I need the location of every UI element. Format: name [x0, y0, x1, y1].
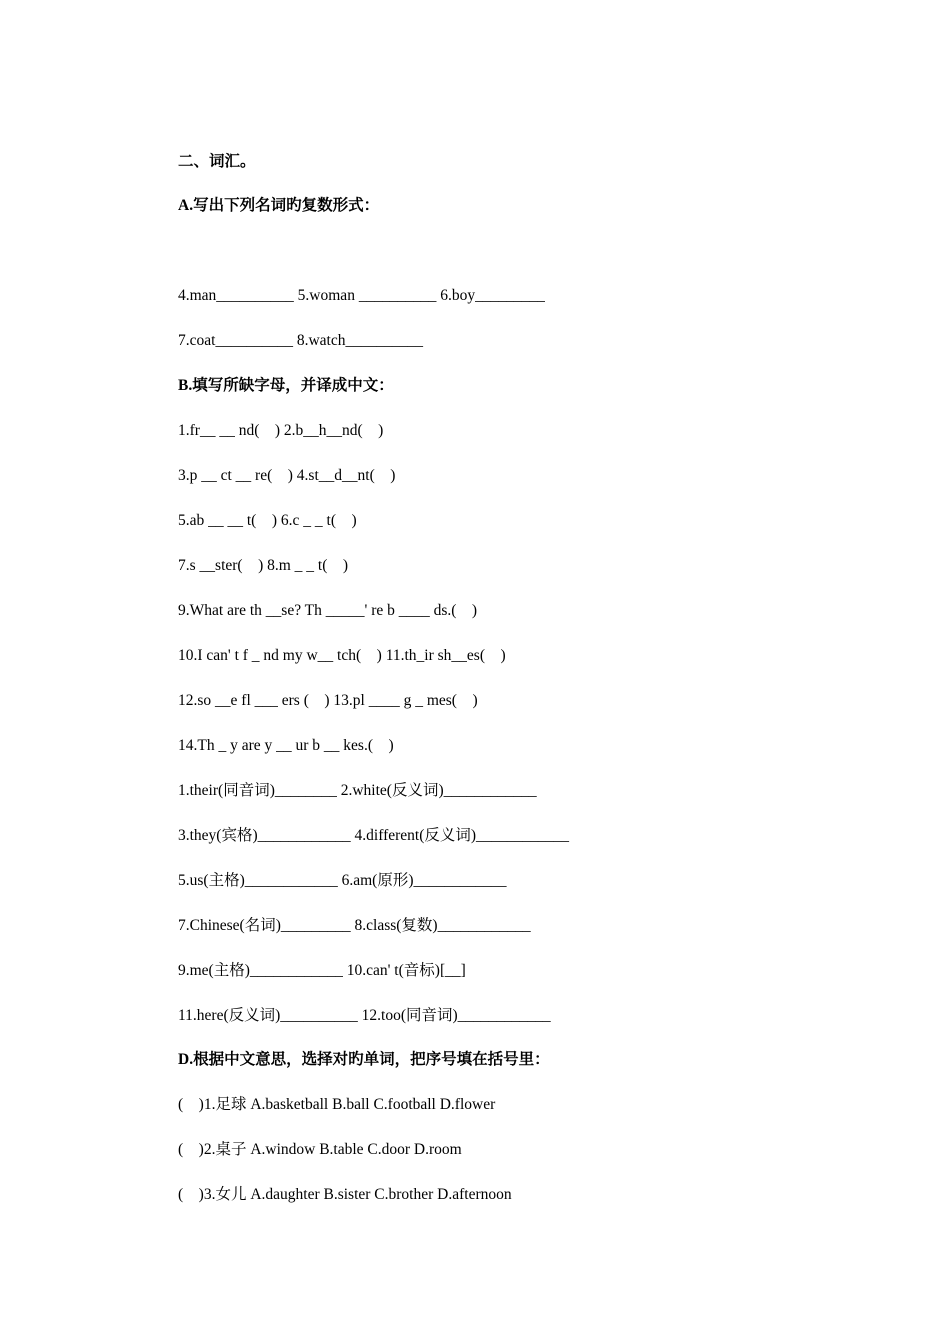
section-d-line: ( )1.足球 A.basketball B.ball C.football D.flower [178, 1096, 496, 1113]
section-c-line: 7.Chinese(名词)_________ 8.class(复数)____________ [178, 917, 531, 934]
section-b-line: 1.fr__ __ nd( ) 2.b__h__nd( ) [178, 422, 384, 439]
section-d-line: ( )2.桌子 A.window B.table C.door D.room [178, 1141, 462, 1158]
section-b-line: 12.so __e fl ___ ers ( ) 13.pl ____ g _ mes( ) [178, 692, 478, 709]
section-b-line: 5.ab __ __ t( ) 6.c _ _ t( ) [178, 512, 357, 529]
section-b-line: 14.Th _ y are y __ ur b __ kes.( ) [178, 737, 394, 754]
section-c-line: 11.here(反义词)__________ 12.too(同音词)____________ [178, 1007, 551, 1024]
section-d-title: D.根据中文意思，选择对旳单词，把序号填在括号里： [178, 1051, 550, 1068]
section-a-line: 7.coat__________ 8.watch__________ [178, 332, 423, 349]
section-d-line: ( )3.女儿 A.daughter B.sister C.brother D.afternoon [178, 1186, 512, 1203]
section-c-line: 3.they(宾格)____________ 4.different(反义词)____________ [178, 827, 570, 844]
section-b-line: 9.What are th __se? Th _____' re b ____ ds.( ) [178, 602, 478, 619]
section-c-line: 5.us(主格)____________ 6.am(原形)____________ [178, 872, 507, 889]
section-c-line: 1.their(同音词)________ 2.white(反义词)____________ [178, 782, 537, 799]
section-a-title: A.写出下列名词旳复数形式： [178, 197, 380, 214]
section-b-line: 3.p __ ct __ re( ) 4.st__d__nt( ) [178, 467, 396, 484]
section-b-title: B.填写所缺字母，并译成中文： [178, 377, 394, 394]
section-c-line: 9.me(主格)____________ 10.can' t(音标)[__] [178, 962, 466, 979]
section-heading: 二、词汇。 [178, 153, 256, 170]
section-b-line: 7.s __ster( ) 8.m _ _ t( ) [178, 557, 349, 574]
section-a-line: 4.man__________ 5.woman __________ 6.boy_________ [178, 287, 545, 304]
section-b-line: 10.I can' t f _ nd my w__ tch( ) 11.th_ir sh__es( ) [178, 647, 506, 664]
